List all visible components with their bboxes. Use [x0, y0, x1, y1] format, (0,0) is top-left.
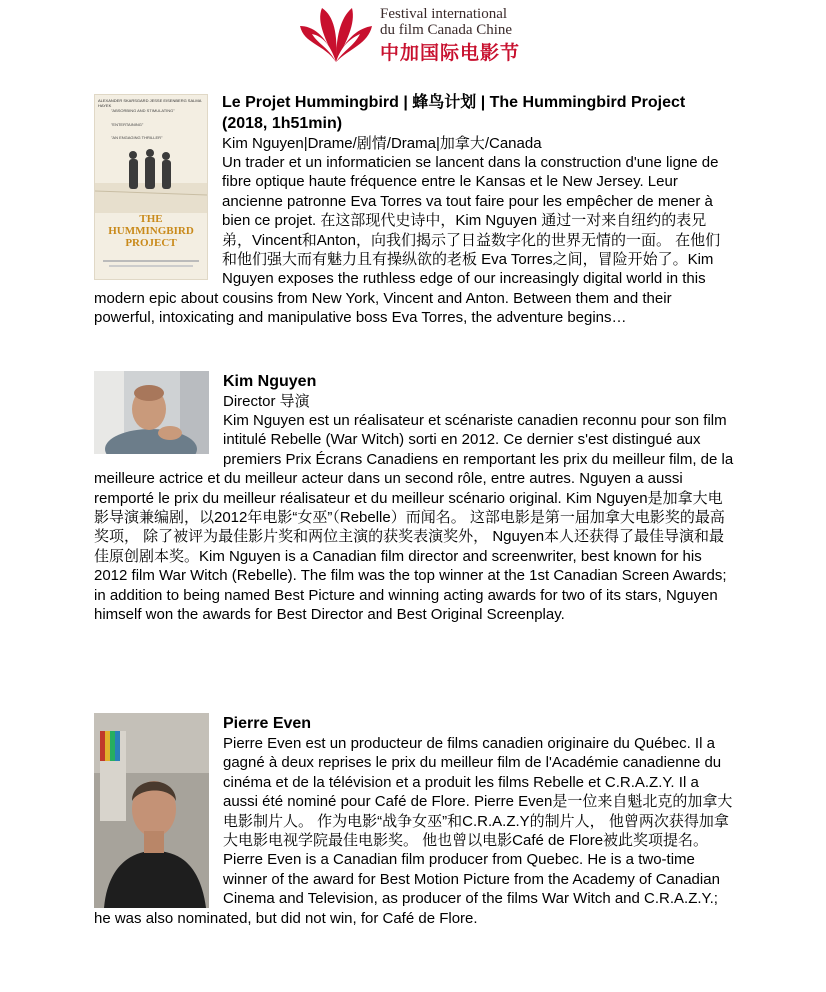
logo-text-chinese: 中加国际电影节	[380, 43, 521, 64]
festival-logo	[296, 4, 536, 64]
poster-figures-illustration	[95, 143, 207, 213]
film-meta: Kim Nguyen|Drame/剧情/Drama|加拿大/Canada	[222, 135, 542, 152]
film-title: Le Projet Hummingbird | 蜂鸟计划 | The Hummingbird Project (2018, 1h51min)	[222, 94, 686, 132]
poster-billing-block	[103, 260, 199, 262]
poster-quote-2: "ENTERTAINING"	[111, 122, 144, 127]
director-photo	[94, 371, 209, 454]
poster-billing-block-2	[109, 265, 193, 267]
fan-logo-icon	[296, 4, 376, 64]
film-synopsis: Un trader et un informaticien se lancent dans la construction d'une ligne de fibre optique haute fréquence entre le Kansas et le New Jersey. Leur ancienne patronne Eva Torres va tout faire pour les empêcher de mener à bien ce projet. 在这部现代史诗中，Kim Nguyen 通过一对来自纽约的表兄弟，Vincent和Anton，向我们揭示了日益数字化的世界无情的一面。 在他们和他们强大而有魅力且有操纵欲的老板 Eva Torres之间，冒险开始了。Kim Nguyen exposes the ruthless edge of our increasingly digital world in this modern epic about cousins from New York, Vincent and Anton. Between them and their powerful, intoxicating and manipulative boss Eva Torres, the adventure begins…	[94, 154, 721, 327]
producer-portrait-illustration	[94, 713, 209, 908]
producer-entry	[94, 713, 734, 928]
producer-photo	[94, 713, 209, 908]
poster-title: THE HUMMINGBIRD PROJECT	[108, 213, 194, 249]
director-role: Director 导演	[223, 393, 310, 410]
director-name: Kim Nguyen	[223, 373, 317, 390]
director-portrait-illustration	[94, 371, 209, 454]
poster-credits: ALEXANDER SKARSGARD JESSE EISENBERG SALMA HAYEK	[98, 98, 202, 108]
poster-quote-3: "AN ENGAGING THRILLER"	[111, 135, 163, 140]
producer-name: Pierre Even	[223, 715, 312, 732]
poster-quote-1: "ABSORBING AND STIMULATING"	[111, 108, 175, 113]
producer-bio: Pierre Even est un producteur de films canadien originaire du Québec. Il a gagné à deux reprises le prix du meilleur film de l'Académie canadienne du cinéma et de la télévision et a produit les films Rebelle et C.R.A.Z.Y. Il a aussi été nominé pour Café de Flore. Pierre Even是一位来自魁北克的加拿大电影制片人。 作为电影“战争女巫”和C.R.A.Z.Y的制片人， 他曾两次获得加拿大电影电视学院最佳电影奖。 他也曾以电影Café de Flore被此奖项提名。Pierre Even is a Canadian film producer from Quebec. He is a two-time winner of the award for Best Motion Picture from the Academy of Canadian Cinema and Television, as producer of the films War Witch and C.R.A.Z.Y.; he was also nominated, but did not win, for Café de Flore.	[94, 735, 733, 927]
logo-text-french-line2: du film Canada Chine	[380, 22, 513, 38]
movie-poster	[94, 94, 208, 280]
director-entry	[94, 371, 734, 624]
film-entry	[94, 92, 734, 328]
director-bio: Kim Nguyen est un réalisateur et scénariste canadien reconnu pour son film intitulé Rebelle (War Witch) sorti en 2012. Ce dernier s'est distingué aux premiers Prix Écrans Canadiens en remportant les prix du meilleur film, de la meilleure actrice et du meilleur acteur dans un second rôle, entre autres. Nguyen a aussi remporté le prix du meilleur réalisateur et du meilleur scénario original. Kim Nguyen是加拿大电影导演兼编剧，以2012年电影“女巫”（Rebelle）而闻名。 这部电影是第一届加拿大电影奖的最高奖项， 除了被评为最佳影片奖和两位主演的获奖表演奖外， Nguyen本人还获得了最佳导演和最佳原创剧本奖。Kim Nguyen is a Canadian film director and screenwriter, best known for his 2012 film War Witch (Rebelle). The film was the top winner at the 1st Canadian Screen Awards; in addition to being named Best Picture and winning acting awards for two of its stars, Nguyen himself won the awards for Best Director and Best Original Screenplay.	[94, 412, 734, 624]
logo-text-french-line1: Festival international	[380, 6, 508, 22]
